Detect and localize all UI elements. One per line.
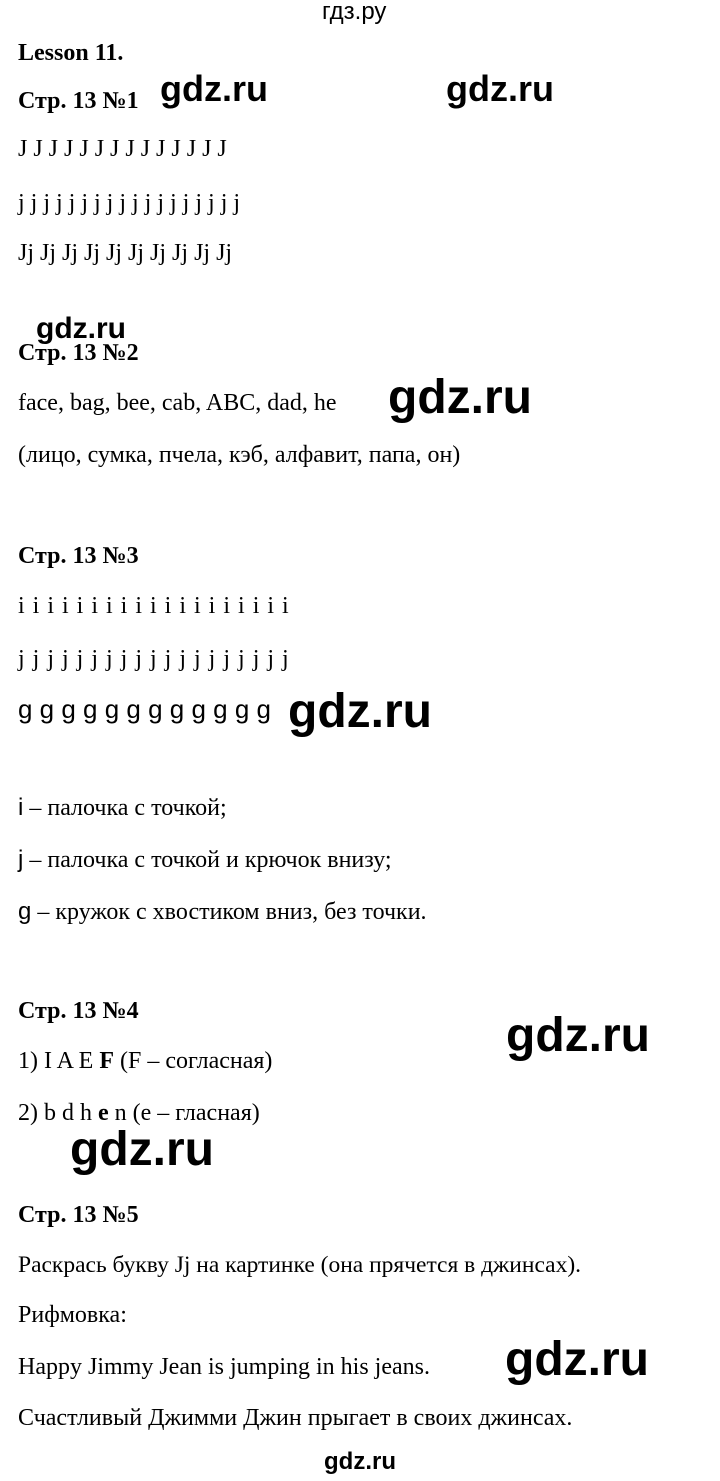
note-letter-j: j [18, 846, 24, 873]
section-2-line-1: face, bag, bee, cab, ABC, dad, he [18, 390, 337, 416]
note-text-i: – палочка с точкой; [23, 795, 227, 821]
section-1-line-3: Jj Jj Jj Jj Jj Jj Jj Jj Jj Jj [18, 240, 233, 266]
section-4-item-1 [18, 1048, 272, 1075]
note-text-j: – палочка с точкой и крючок внизу; [23, 847, 392, 873]
section-5-line-3: Happy Jimmy Jean is jumping in his jeans. [18, 1354, 430, 1380]
item-2-bold: e [98, 1100, 109, 1126]
item-1-bold: F [99, 1048, 114, 1074]
section-3-note-i [18, 794, 227, 822]
section-3-line-1: i i i i i i i i i i i i i i i i i i i [18, 593, 290, 619]
site-header: гдз.ру [322, 0, 387, 25]
section-5-line-2: Рифмовка: [18, 1302, 127, 1328]
watermark-text: gdz.ru [505, 1333, 649, 1386]
watermark-text: gdz.ru [446, 68, 554, 109]
note-text-g: – кружок с хвостиком вниз, без точки. [31, 899, 427, 925]
section-2-line-2: (лицо, сумка, пчела, кэб, алфавит, папа, он) [18, 442, 461, 468]
watermark-text: gdz.ru [36, 312, 126, 345]
watermark-text: gdz.ru [70, 1123, 214, 1176]
section-5-heading: Стр. 13 №5 [18, 1202, 139, 1228]
watermark-text: gdz.ru [288, 685, 432, 738]
section-5-line-4: Счастливый Джимми Джин прыгает в своих джинсах. [18, 1405, 573, 1431]
note-letter-i: i [18, 794, 24, 821]
section-1-heading: Стр. 13 №1 [18, 88, 139, 114]
section-3-line-2: j j j j j j j j j j j j j j j j j j j [18, 646, 290, 672]
watermark-text: gdz.ru [160, 68, 268, 109]
section-1-line-2: j j j j j j j j j j j j j j j j j j [18, 190, 241, 216]
section-2-heading: Стр. 13 №2 [18, 340, 139, 366]
section-1-line-1: J J J J J J J J J J J J J J [18, 136, 227, 162]
section-3-note-j [18, 846, 392, 874]
item-1-prefix: 1) I A E [18, 1048, 100, 1074]
item-1-suffix: (F – согласная) [114, 1048, 273, 1074]
note-letter-g: g [18, 898, 32, 925]
watermark-text: gdz.ru [324, 1448, 396, 1475]
section-3-heading: Стр. 13 №3 [18, 543, 139, 569]
item-2-suffix: n (e – гласная) [108, 1100, 260, 1126]
lesson-title: Lesson 11. [18, 40, 124, 66]
section-4-heading: Стр. 13 №4 [18, 998, 139, 1024]
section-3-note-g [18, 898, 427, 926]
section-5-line-1: Раскрась букву Jj на картинке (она прячется в джинсах). [18, 1252, 582, 1278]
watermark-text: gdz.ru [506, 1009, 650, 1062]
item-2-prefix: 2) b d h [18, 1100, 98, 1126]
section-3-line-3: g g g g g g g g g g g g [18, 694, 271, 724]
watermark-text: gdz.ru [388, 371, 532, 424]
